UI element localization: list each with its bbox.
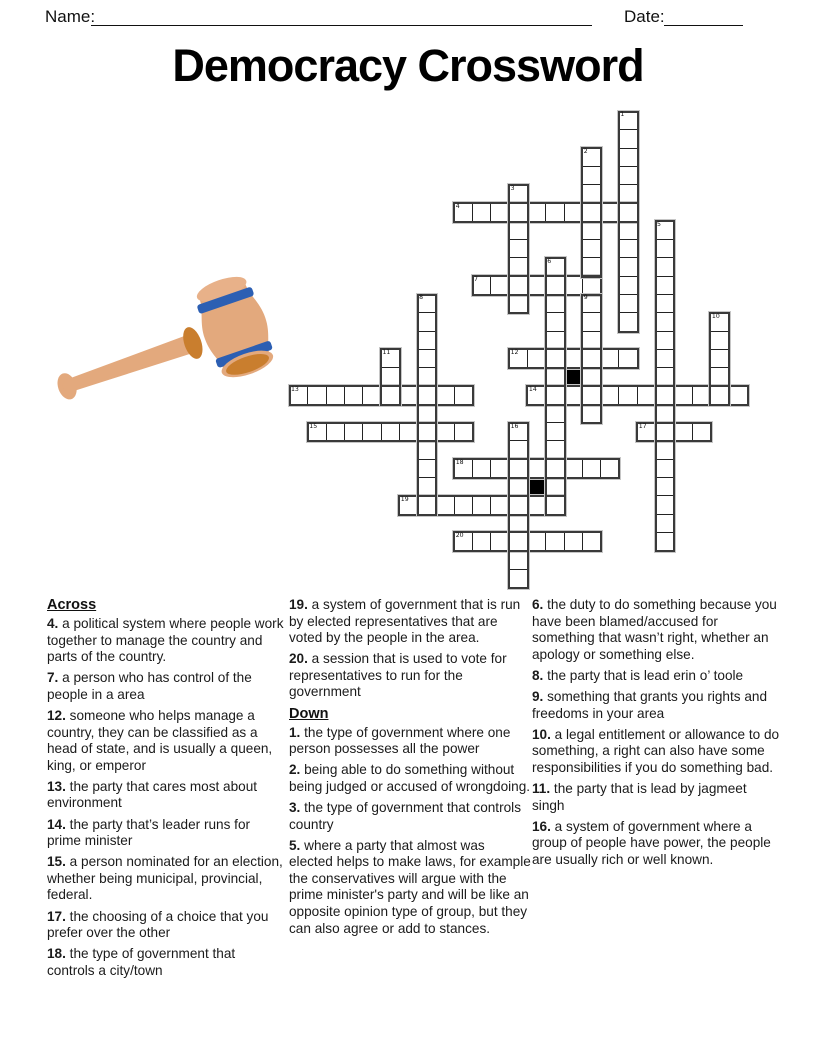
clue-number: 12. (47, 707, 66, 723)
clue-number: 5. (289, 837, 301, 853)
grid-cell[interactable] (545, 459, 565, 479)
clue-number: 17. (47, 908, 66, 924)
grid-cell[interactable] (618, 184, 638, 204)
grid-cell[interactable] (655, 440, 675, 460)
black-cell (564, 367, 584, 387)
grid-cell[interactable] (655, 221, 675, 241)
grid-cell[interactable] (417, 312, 437, 332)
grid-cell[interactable] (545, 331, 565, 351)
grid-cell[interactable] (600, 459, 620, 479)
grid-cell[interactable] (655, 257, 675, 277)
grid-cell[interactable] (472, 276, 492, 296)
page-title: Democracy Crossword (172, 40, 644, 91)
grid-cell[interactable] (509, 184, 529, 204)
grid-cell[interactable] (381, 367, 401, 387)
clue-5: 5. where a party that almost was elected helps to make laws, for example the conservatives will argue with the prime minister's party and will be like an opposite opinion type of group, but they can also agree or add to stances. (289, 837, 531, 936)
grid-cell[interactable] (564, 386, 584, 406)
grid-cell[interactable] (710, 312, 730, 332)
grid-cell[interactable] (710, 367, 730, 387)
grid-cell[interactable] (582, 239, 602, 259)
clue-number: 11. (532, 780, 551, 796)
grid-cell[interactable] (545, 477, 565, 497)
grid-cell[interactable] (655, 367, 675, 387)
name-label: Name: (45, 7, 96, 26)
grid-cell[interactable] (381, 349, 401, 369)
grid-cell[interactable] (490, 532, 510, 552)
grid-cell[interactable] (509, 440, 529, 460)
grid-cell[interactable] (618, 386, 638, 406)
grid-cell[interactable] (472, 459, 492, 479)
clue-number: 19. (289, 597, 308, 612)
cell-number-1: 1 (620, 111, 625, 119)
grid-cell[interactable] (417, 331, 437, 351)
clue-number: 13. (47, 778, 66, 794)
date-fill-line[interactable] (664, 24, 743, 26)
grid-cell[interactable] (600, 349, 620, 369)
grid-cell[interactable] (582, 386, 602, 406)
cell-number-9: 9 (583, 294, 588, 302)
grid-cell[interactable] (564, 349, 584, 369)
clue-7: 7. a person who has control of the people in a area (47, 670, 252, 702)
clue-number: 18. (47, 946, 66, 962)
grid-cell[interactable] (289, 386, 309, 406)
grid-cell[interactable] (509, 569, 529, 589)
clue-section-header-across: Across (47, 597, 97, 613)
grid-cell[interactable] (417, 367, 437, 387)
grid-cell[interactable] (417, 294, 437, 314)
grid-cell[interactable] (435, 422, 455, 442)
grid-cell[interactable] (655, 239, 675, 259)
clue-19: 19. a system of government that is run by elected representatives that are voted by the people in the area. (289, 597, 521, 646)
grid-cell[interactable] (582, 166, 602, 186)
grid-cell[interactable] (399, 495, 419, 515)
grid-cell[interactable] (655, 422, 675, 442)
grid-cell[interactable] (618, 166, 638, 186)
grid-cell[interactable] (655, 404, 675, 424)
grid-cell[interactable] (527, 203, 547, 223)
clue-number: 20. (289, 651, 308, 667)
grid-cell[interactable] (509, 514, 529, 534)
cell-number-12: 12 (510, 349, 519, 357)
name-fill-line[interactable] (91, 24, 592, 26)
clue-12: 12. someone who helps manage a country, they can be classified as a head of state, and is usually a queen, king, or emperor (47, 707, 273, 773)
grid-cell[interactable] (417, 440, 437, 460)
clue-10: 10. a legal entitlement or allowance to do something, a right can also have some responsibilities if you do something bad. (532, 726, 780, 775)
grid-cell[interactable] (545, 257, 565, 277)
clue-number: 7. (47, 670, 59, 686)
grid-cell[interactable] (472, 532, 492, 552)
grid-cell[interactable] (545, 367, 565, 387)
grid-cell[interactable] (710, 386, 730, 406)
grid-cell[interactable] (637, 422, 657, 442)
grid-cell[interactable] (582, 404, 602, 424)
grid-cell[interactable] (582, 459, 602, 479)
grid-cell[interactable] (509, 294, 529, 314)
clue-number: 3. (289, 799, 301, 815)
grid-cell[interactable] (527, 459, 547, 479)
gavel-icon (40, 256, 290, 411)
grid-cell[interactable] (673, 386, 693, 406)
grid-cell[interactable] (509, 550, 529, 570)
grid-cell[interactable] (564, 276, 584, 296)
grid-cell[interactable] (454, 386, 474, 406)
grid-cell[interactable] (527, 386, 547, 406)
grid-cell[interactable] (637, 386, 657, 406)
grid-cell[interactable] (454, 422, 474, 442)
grid-cell[interactable] (545, 440, 565, 460)
grid-cell[interactable] (545, 386, 565, 406)
grid-cell[interactable] (655, 386, 675, 406)
cell-number-4: 4 (455, 202, 460, 210)
grid-cell[interactable] (326, 386, 346, 406)
grid-cell[interactable] (582, 331, 602, 351)
grid-cell[interactable] (454, 495, 474, 515)
clue-16: 16. a system of government where a group of people have power, the people are usually rich or well known. (532, 818, 771, 867)
grid-cell[interactable] (545, 312, 565, 332)
grid-cell[interactable] (307, 386, 327, 406)
grid-cell[interactable] (381, 386, 401, 406)
grid-cell[interactable] (545, 422, 565, 442)
grid-cell[interactable] (509, 422, 529, 442)
clue-14: 14. the party that’s leader runs for prime minister (47, 816, 251, 849)
grid-cell[interactable] (600, 386, 620, 406)
grid-cell[interactable] (582, 367, 602, 387)
grid-cell[interactable] (307, 422, 327, 442)
clue-number: 2. (289, 762, 301, 778)
grid-cell[interactable] (381, 422, 401, 442)
clue-number: 10. (532, 726, 551, 742)
grid-cell[interactable] (618, 148, 638, 168)
grid-cell[interactable] (399, 422, 419, 442)
grid-cell[interactable] (618, 129, 638, 149)
clue-column-middle (289, 597, 531, 942)
cell-number-10: 10 (711, 312, 720, 320)
grid-cell[interactable] (454, 203, 474, 223)
cell-number-11: 11 (382, 349, 391, 357)
black-cell (527, 477, 547, 497)
grid-cell[interactable] (509, 459, 529, 479)
grid-cell[interactable] (618, 276, 638, 296)
grid-cell[interactable] (490, 495, 510, 515)
grid-cell[interactable] (600, 203, 620, 223)
grid-cell[interactable] (509, 532, 529, 552)
cell-number-6: 6 (547, 257, 552, 265)
clue-17: 17. the choosing of a choice that you prefer over the other (47, 908, 269, 941)
grid-cell[interactable] (417, 477, 437, 497)
grid-cell[interactable] (527, 532, 547, 552)
grid-cell[interactable] (655, 276, 675, 296)
grid-cell[interactable] (618, 294, 638, 314)
grid-cell[interactable] (545, 294, 565, 314)
clue-number: 9. (532, 688, 544, 704)
grid-cell[interactable] (710, 349, 730, 369)
grid-cell[interactable] (509, 221, 529, 241)
cell-number-3: 3 (510, 184, 515, 192)
clue-20: 20. a session that is used to vote for representatives to run for the government (289, 651, 507, 700)
grid-cell[interactable] (454, 532, 474, 552)
grid-cell[interactable] (509, 495, 529, 515)
grid-cell[interactable] (527, 276, 547, 296)
cell-number-19: 19 (400, 495, 409, 503)
grid-cell[interactable] (582, 221, 602, 241)
grid-cell[interactable] (692, 422, 712, 442)
grid-cell[interactable] (435, 495, 455, 515)
grid-cell[interactable] (618, 257, 638, 277)
grid-cell[interactable] (618, 221, 638, 241)
grid-cell[interactable] (545, 203, 565, 223)
grid-cell[interactable] (472, 203, 492, 223)
grid-cell[interactable] (582, 532, 602, 552)
grid-cell[interactable] (655, 349, 675, 369)
grid-cell[interactable] (710, 331, 730, 351)
grid-cell[interactable] (564, 532, 584, 552)
cell-number-17: 17 (638, 422, 647, 430)
grid-cell[interactable] (362, 386, 382, 406)
grid-cell[interactable] (655, 459, 675, 479)
grid-cell[interactable] (618, 111, 638, 131)
clue-number: 8. (532, 667, 544, 683)
grid-cell[interactable] (545, 276, 565, 296)
cell-number-7: 7 (474, 276, 478, 284)
clue-number: 4. (47, 616, 59, 631)
grid-cell[interactable] (435, 386, 455, 406)
cell-number-18: 18 (455, 459, 464, 467)
grid-cell[interactable] (472, 495, 492, 515)
grid-cell[interactable] (490, 276, 510, 296)
grid-cell[interactable] (545, 404, 565, 424)
grid-cell[interactable] (344, 422, 364, 442)
clue-15: 15. a person nominated for an election, whether being municipal, provincial, federal. (47, 854, 283, 903)
clue-number: 1. (289, 724, 301, 740)
grid-cell[interactable] (618, 203, 638, 223)
clue-9: 9. something that grants you rights and freedoms in your area (532, 688, 768, 721)
grid-cell[interactable] (527, 495, 547, 515)
grid-cell[interactable] (618, 312, 638, 332)
grid-cell[interactable] (692, 386, 712, 406)
grid-cell[interactable] (454, 459, 474, 479)
grid-cell[interactable] (326, 422, 346, 442)
date-label: Date: (624, 7, 665, 26)
cell-number-13: 13 (291, 385, 299, 393)
grid-cell[interactable] (509, 203, 529, 223)
grid-cell[interactable] (655, 312, 675, 332)
clue-1: 1. the type of government where one person possesses all the power (289, 724, 511, 757)
clue-number: 16. (532, 818, 551, 834)
clue-number: 14. (47, 816, 66, 832)
clue-6: 6. the duty to do something because you have been blamed/accused for something that wasn’t right, whether an apology or something else. (532, 597, 777, 662)
grid-cell[interactable] (509, 257, 529, 277)
grid-cell[interactable] (564, 459, 584, 479)
clue-3: 3. the type of government that controls country (289, 799, 521, 832)
clue-8: 8. the party that is lead erin o’ toole (532, 667, 744, 683)
clue-11: 11. the party that is lead by jagmeet singh (532, 780, 747, 813)
grid-cell[interactable] (417, 404, 437, 424)
grid-cell[interactable] (655, 495, 675, 515)
grid-cell[interactable] (655, 532, 675, 552)
grid-cell[interactable] (728, 386, 748, 406)
grid-cell[interactable] (417, 386, 437, 406)
clue-number: 6. (532, 597, 544, 612)
grid-cell[interactable] (509, 477, 529, 497)
clue-section-header-down: Down (289, 705, 329, 722)
grid-cell[interactable] (545, 349, 565, 369)
clue-column-right (532, 597, 782, 873)
grid-cell[interactable] (417, 459, 437, 479)
grid-cell[interactable] (344, 386, 364, 406)
grid-cell[interactable] (655, 331, 675, 351)
grid-cell[interactable] (362, 422, 382, 442)
grid-cell[interactable] (509, 349, 529, 369)
grid-cell[interactable] (582, 148, 602, 168)
grid-cell[interactable] (417, 349, 437, 369)
grid-cell[interactable] (399, 386, 419, 406)
grid-cell[interactable] (582, 276, 602, 296)
grid-cell[interactable] (545, 532, 565, 552)
grid-cell[interactable] (564, 203, 584, 223)
grid-cell[interactable] (618, 349, 638, 369)
grid-cell[interactable] (545, 495, 565, 515)
grid-cell[interactable] (655, 514, 675, 534)
grid-cell[interactable] (582, 184, 602, 204)
cell-number-14: 14 (528, 385, 537, 393)
grid-cell[interactable] (655, 477, 675, 497)
grid-cell[interactable] (417, 495, 437, 515)
clue-2: 2. being able to do something without being judged or accused of wrongdoing. (289, 762, 531, 794)
grid-cell[interactable] (490, 459, 510, 479)
gavel-illustration (40, 256, 290, 411)
grid-cell[interactable] (582, 257, 602, 277)
crossword-grid (289, 111, 759, 591)
grid-cell[interactable] (509, 239, 529, 259)
clue-18: 18. the type of government that controls a city/town (47, 946, 236, 978)
cell-number-8: 8 (419, 294, 424, 302)
clue-13: 13. the party that cares most about environment (47, 778, 258, 811)
grid-cell[interactable] (582, 294, 602, 314)
grid-cell[interactable] (582, 349, 602, 369)
grid-cell[interactable] (655, 294, 675, 314)
grid-cell[interactable] (618, 239, 638, 259)
grid-cell[interactable] (509, 276, 529, 296)
grid-cell[interactable] (490, 203, 510, 223)
cell-number-15: 15 (309, 422, 318, 430)
grid-cell[interactable] (527, 349, 547, 369)
cell-number-5: 5 (657, 221, 661, 229)
grid-cell[interactable] (582, 203, 602, 223)
clue-4: 4. a political system where people work together to manage the country and parts of the country. (47, 616, 284, 665)
clue-number: 15. (47, 854, 66, 870)
clue-column-left (47, 597, 285, 984)
cell-number-16: 16 (510, 422, 519, 430)
grid-cell[interactable] (417, 422, 437, 442)
grid-cell[interactable] (673, 422, 693, 442)
grid-cell[interactable] (582, 312, 602, 332)
cell-number-2: 2 (583, 148, 588, 155)
cell-number-20: 20 (455, 532, 464, 540)
